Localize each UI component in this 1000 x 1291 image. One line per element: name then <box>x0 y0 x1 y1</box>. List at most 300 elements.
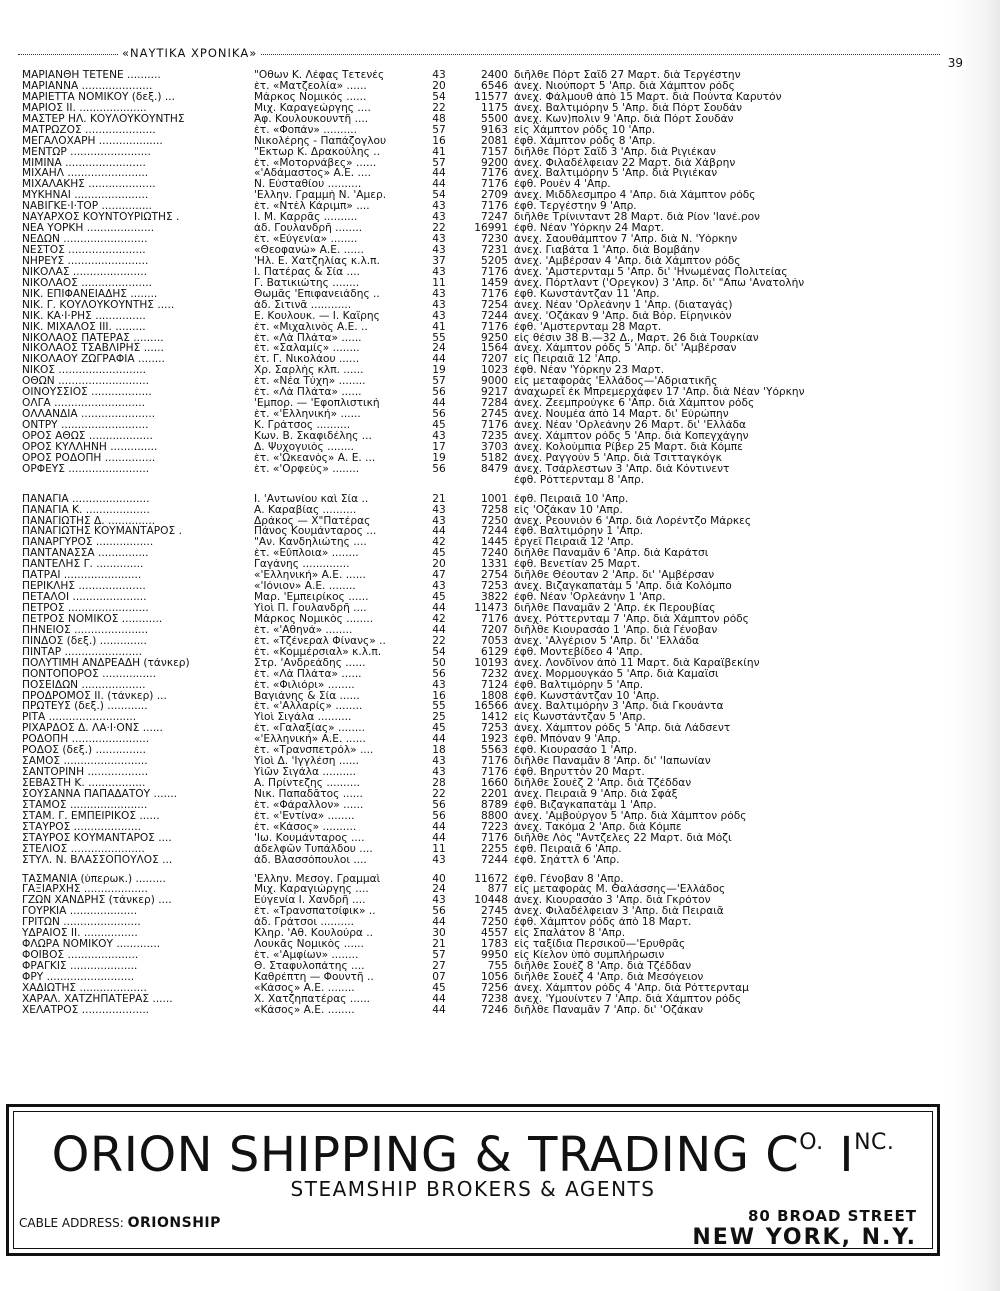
ship-tonnage: 9217 <box>481 387 508 399</box>
ship-flag-code: 25 <box>432 712 446 724</box>
ship-name: ΟΡΟΣ ΡΟΔΟΠΗ ............... <box>22 452 156 464</box>
ship-movement: εἰς Χάμπτον ρόδς 10 'Απρ. <box>514 124 656 136</box>
table-row <box>22 712 942 723</box>
ship-movement: διῆλθε Θέουταν 2 'Απρ. δι' 'Αμβέρσαν <box>514 570 715 582</box>
ship-agent: 'Ελλην. Μεσογ. Γραμμαὶ <box>254 873 381 885</box>
ship-name: ΟΙΝΟΥΣΣΙΟΣ .................. <box>22 387 152 399</box>
ship-name: ΡΟΔΟΣ (δεξ.) ............... <box>22 745 147 757</box>
ship-name: ΣΟΥΣΑΝΝΑ ΠΑΠΑΔΑΤΟΥ ....... <box>22 788 178 800</box>
ship-movement: ἀνεχ. Πειραιᾶ 9 'Απρ. διὰ Σφάξ <box>514 788 678 800</box>
ship-movement: ἀνεχ. Ζεεμπρούγκε 6 'Απρ. διὰ Χάμπτον ρόδς <box>514 398 755 410</box>
table-row <box>22 559 942 570</box>
ship-agent: Γαγάνης .............. <box>254 559 350 571</box>
ship-flag-code: 22 <box>432 788 446 800</box>
ship-name: ΠΑΝΑΓΙΩΤΗΣ Δ. .............. <box>22 515 156 527</box>
ship-agent: «'Ελληνική» Α.Ε. ...... <box>254 570 366 582</box>
ship-agent: Ν. Εὐσταθίου .......... <box>254 179 362 191</box>
ship-agent: Κων. Β. Σκαφιδέλης ... <box>254 430 372 442</box>
ship-tonnage: 7124 <box>481 679 508 691</box>
table-row <box>22 354 942 365</box>
table-row <box>22 972 942 983</box>
ship-agent: ἀδ. Βλασσόπουλοι .... <box>254 854 367 866</box>
ship-movement: ἐφθ. Πειραιᾶ 10 'Απρ. <box>514 493 629 505</box>
ship-movement: διῆλθε Παναμᾶν 8 'Απρ. δι' 'Ιαπωνίαν <box>514 756 711 768</box>
table-row <box>22 136 942 147</box>
table-row <box>22 570 942 581</box>
ship-tonnage: 7207 <box>481 354 508 366</box>
ship-name: ΣΑΝΤΟΡΙΝΗ .................. <box>22 767 149 779</box>
ship-name: ΣΤΑΜΟΣ ....................... <box>22 799 148 811</box>
ship-name: ΧΑΡΑΛ. ΧΑΤΖΗΠΑΤΕΡΑΣ ...... <box>22 993 173 1005</box>
ship-name: ΣΤΕΛΙΟΣ ...................... <box>22 843 145 855</box>
ship-agent: Θ. Σταφυλοπάτης .... <box>254 961 365 972</box>
ad-street: 80 BROAD STREET <box>747 1207 917 1225</box>
ship-agent: Υἱοὶ Π. Γουλανδρῆ .... <box>254 603 367 614</box>
ship-agent: ἑτ. «'Αλλαρίς» ........ <box>254 701 363 713</box>
ship-movement: ἐφθ. Μοντεβίδεο 4 'Απρ. <box>514 646 643 658</box>
ship-agent: ἑτ. «Νέα Τύχη» ........ <box>254 376 366 388</box>
ship-group <box>22 70 942 486</box>
table-row <box>22 884 942 895</box>
ship-flag-code: 24 <box>432 343 446 355</box>
ship-movement: ἀνεχ. Ρόττερνταμ 7 'Απρ. διὰ Χάμπτον ρόδς <box>514 613 749 625</box>
table-row <box>22 833 942 844</box>
ship-tonnage: 7176 <box>481 201 508 213</box>
ship-agent: Πάνος Κουμάνταρος ... <box>254 526 377 538</box>
ship-name: ΥΔΡΑΙΟΣ ΙΙ. ................ <box>22 928 138 940</box>
ship-movement: ἀνεχ. 'Αμστερνταμ 5 'Απρ. δι' 'Ηνωμένας Πολιτείας <box>514 266 788 278</box>
ship-tonnage: 7223 <box>481 821 508 833</box>
ship-flag-code: 44 <box>432 1004 446 1016</box>
ship-flag-code: 43 <box>432 212 446 224</box>
ship-tonnage: 3703 <box>481 441 508 453</box>
ship-agent: Νικολέρης - Παπάζογλου <box>254 135 387 147</box>
ship-name: ΦΛΩΡΑ ΝΟΜΙΚΟΥ ............. <box>22 939 161 951</box>
ship-tonnage: 1412 <box>481 712 508 724</box>
ship-flag-code: 56 <box>432 799 446 811</box>
ship-movement: εἰς Πειραιᾶ 12 'Απρ. <box>514 354 622 366</box>
table-row <box>22 114 942 125</box>
table-row <box>22 300 942 311</box>
ship-flag-code: 16 <box>432 690 446 702</box>
table-row <box>22 343 942 354</box>
ship-agent: ἑτ. «'Ωκεανὸς» Α. Ε. ... <box>254 452 376 464</box>
ship-tonnage: 1001 <box>481 493 508 505</box>
ship-flag-code: 18 <box>432 745 446 757</box>
table-row <box>22 874 942 885</box>
ship-movement: ἔργεῖ Πειραιᾶ 12 'Απρ. <box>514 537 634 549</box>
table-row <box>22 928 942 939</box>
ship-name: ΡΟΔΟΠΗ ....................... <box>22 734 150 746</box>
ship-flag-code: 57 <box>432 157 446 169</box>
ship-agent: Χ. Χατζηπατέρας ...... <box>254 993 371 1005</box>
ship-tonnage: 4557 <box>481 928 508 940</box>
ship-name: ΧΑΔΙΩΤΗΣ .................... <box>22 982 147 994</box>
ship-tonnage: 6129 <box>481 646 508 658</box>
ship-movement: ἀνεχ. 'Υμουίντεν 7 'Απρ. διὰ Χάμπτον ρόδς <box>514 993 742 1005</box>
ship-tonnage: 1923 <box>481 734 508 746</box>
ship-agent: Μιχ. Καραγεώργης .... <box>254 102 371 114</box>
ship-flag-code: 20 <box>432 80 446 92</box>
table-row <box>22 505 942 516</box>
ship-agent: 'Ελλην. Γραμμὴ Ν. 'Αμερ. <box>254 190 387 202</box>
table-row <box>22 190 942 201</box>
table-row <box>22 537 942 548</box>
table-row <box>22 734 942 745</box>
ship-flag-code: 41 <box>432 321 446 333</box>
ship-movement: ἀνεχ. Βιζαγκαπατὰμ 5 'Απρ. διὰ Κολόμπο <box>514 581 732 593</box>
table-row <box>22 745 942 756</box>
ship-movement: ἐφθ. Γένοβαν 8 'Απρ. <box>514 873 624 885</box>
table-row <box>22 147 942 158</box>
ship-tonnage: 7244 <box>481 310 508 322</box>
ship-tonnage: 9250 <box>481 332 508 344</box>
ship-agent: ἑτ. «'Αμφίων» ........ <box>254 950 359 962</box>
ship-flag-code: 43 <box>432 288 446 300</box>
ship-agent: «Κάσος» Α.Ε. ........ <box>254 1004 355 1016</box>
ship-agent: ἑτ. «Μιχαλινὸς Α.Ε. .. <box>254 321 368 333</box>
table-row <box>22 92 942 103</box>
ship-name: ΣΤΑΥΡΟΣ .................... <box>22 821 142 833</box>
ship-agent: Ι. Πατέρας & Σία .... <box>254 266 360 278</box>
ship-flag-code: 56 <box>432 463 446 475</box>
ship-movement: ἀνεχ. Βαλτιμόρην 5 'Απρ. διὰ Πόρτ Σουδάν <box>514 102 743 114</box>
ship-flag-code: 43 <box>432 430 446 442</box>
table-row <box>22 647 942 658</box>
ship-movement: ἀνεχ. Σαουθάμπτον 7 'Απρ. διὰ Ν. 'Υόρκην <box>514 234 738 246</box>
ship-movement: διῆλθε Πόρτ Σαΐδ 3 'Απρ. διὰ Ριγιέκαν <box>514 146 716 158</box>
table-row <box>22 1005 942 1016</box>
ship-movement: διῆλθε Παναμᾶν 7 'Απρ. δι' 'Οζάκαν <box>514 1004 704 1016</box>
ship-flag-code: 44 <box>432 993 446 1005</box>
ship-agent: ἑτ. «Κομμέρσιαλ» κ.λ.π. <box>254 646 382 658</box>
ship-flag-code: 43 <box>432 234 446 246</box>
ship-tonnage: 7176 <box>481 288 508 300</box>
ship-movement: διῆλθε Σουὲζ 4 'Απρ. διὰ Μεσόγειον <box>514 971 704 983</box>
ship-agent: Εὐγενία Ι. Χανδρῆ .... <box>254 895 366 907</box>
ship-agent: «'Ελληνική» Α.Ε. ...... <box>254 734 366 746</box>
ship-flag-code: 56 <box>432 409 446 421</box>
ship-agent: Χρ. Σαρλὴς κλπ. ...... <box>254 365 364 377</box>
ship-group <box>22 874 942 1016</box>
ship-movement: διῆλθε Τρίνινταντ 28 Μαρτ. διὰ Ρίον 'Ιανέ.ρον <box>514 212 760 224</box>
table-row <box>22 125 942 136</box>
ship-flag-code: 44 <box>432 917 446 929</box>
ship-agent: Γ. Βατικιώτης ........ <box>254 277 360 289</box>
table-row <box>22 994 942 1005</box>
table-row <box>22 267 942 278</box>
table-row <box>22 365 942 376</box>
ship-movement: ἐφθ. Νέαν 'Ορλεάνην 1 'Απρ. <box>514 592 666 604</box>
table-row <box>22 420 942 431</box>
ship-name: ΝΕΑ ΥΟΡΚΗ .................... <box>22 223 155 235</box>
ship-flag-code: 43 <box>432 581 446 593</box>
ship-name: ΟΡΟΣ ΑΘΩΣ ................... <box>22 430 153 442</box>
page-number: 39 <box>945 56 966 70</box>
ship-agent: Α. Πρίντεζης .......... <box>254 778 361 789</box>
ship-tonnage: 1056 <box>481 971 508 983</box>
ship-name: ΝΕΔΩΝ ......................... <box>22 234 148 246</box>
table-row <box>22 256 942 267</box>
ship-name: ΣΤΥΛ. Ν. ΒΛΑΣΣΟΠΟΥΛΟΣ ... <box>22 854 173 866</box>
ship-movement: ἀνεχ. Μιδδλεσμπρο 4 'Απρ. διὰ Χάμπτον ρόδς <box>514 190 756 202</box>
table-row <box>22 855 942 866</box>
ship-movement: εἰς Σπαλάτον 8 'Απρ. <box>514 928 626 940</box>
table-row <box>22 322 942 333</box>
ship-agent: Κληρ. 'Αθ. Κουλούρα .. <box>254 928 374 940</box>
ship-name: ΝΙΚ. ΕΠΙΦΑΝΕΙΑΔΗΣ ........ <box>22 288 158 300</box>
ship-flag-code: 43 <box>432 310 446 322</box>
ship-name: ΜΙΧΑΛΑΚΗΣ .................... <box>22 179 156 191</box>
ship-flag-code: 45 <box>432 592 446 604</box>
ship-name: ΣΑΜΟΣ ......................... <box>22 756 148 768</box>
ship-flag-code: 44 <box>432 821 446 833</box>
ship-movement: ἀνεχ. 'Αλγέριον 5 'Απρ. δι' 'Ελλάδα <box>514 635 700 647</box>
ship-agent: ἑτ. «Τρανσπετρόλ» .... <box>254 745 374 757</box>
ship-movement: ἐφθ. Τεργέστην 9 'Απρ. <box>514 201 637 213</box>
ad-cable-address <box>19 1215 221 1231</box>
table-row <box>22 614 942 625</box>
ship-flag-code: 16 <box>432 135 446 147</box>
ship-name: ΠΙΝΔΟΣ (δεξ.) .............. <box>22 635 147 647</box>
ship-agent: ἑτ. «'Αθηνά» ........ <box>254 624 353 636</box>
ship-tonnage: 877 <box>487 884 508 896</box>
table-row <box>22 767 942 778</box>
ship-flag-code: 27 <box>432 961 446 972</box>
ship-movement: ἀνεχ. 'Αμβέρσαν 4 'Απρ. διὰ Χάμπτον ρόδς <box>514 255 741 267</box>
ship-flag-code: 43 <box>432 266 446 278</box>
ship-tonnage: 5563 <box>481 745 508 757</box>
ship-name: ΠΡΩΤΕΥΣ (δεξ.) ............ <box>22 701 148 713</box>
ship-tonnage: 8479 <box>481 463 508 475</box>
table-row <box>22 906 942 917</box>
ship-movement: ἐφθ. Χάμπτον ρόδς ἀπὸ 18 Μαρτ. <box>514 917 692 929</box>
ship-agent: Μάρκος Νομικὸς ........ <box>254 613 374 625</box>
table-row <box>22 625 942 636</box>
ship-flag-code: 57 <box>432 376 446 388</box>
ship-tonnage: 5205 <box>481 255 508 267</box>
ship-tonnage: 7253 <box>481 723 508 735</box>
table-row <box>22 398 942 409</box>
ship-movement: ἐφθ. Βηρυττὸν 20 Μαρτ. <box>514 767 645 779</box>
ship-name: ΟΛΓΑ ........................... <box>22 398 146 410</box>
ship-flag-code: 44 <box>432 624 446 636</box>
ship-agent: Νικ. Παπαδᾶτος ...... <box>254 788 363 800</box>
ship-name: ΜΑΡΙΑΝΝΑ ..................... <box>22 80 153 92</box>
table-row <box>22 592 942 603</box>
ship-name: ΧΕΛΑΤΡΟΣ .................... <box>22 1004 150 1016</box>
ship-name: ΠΑΝΑΓΙΑ Κ. ................... <box>22 504 150 516</box>
table-row <box>22 917 942 928</box>
ship-tonnage: 7235 <box>481 430 508 442</box>
ship-flag-code: 48 <box>432 113 446 125</box>
ship-movement: ἀνεχ. Νέαν 'Ορλεάνην 26 Μαρτ. δι' 'Ελλάδα <box>514 420 747 431</box>
ship-movement: ἐφθ. Ρόττερνταμ 8 'Απρ. <box>514 474 645 486</box>
ship-flag-code: 21 <box>432 939 446 951</box>
ship-name: ΠΟΝΤΟΠΟΡΟΣ ................ <box>22 668 157 680</box>
ship-movement: εἰς 'Οζάκαν 10 'Απρ. <box>514 504 623 516</box>
ship-name: ΜΕΝΤΩΡ ........................ <box>22 146 151 158</box>
ship-flag-code: 45 <box>432 548 446 560</box>
table-row <box>22 658 942 669</box>
ship-tonnage: 1660 <box>481 778 508 789</box>
table-row <box>22 494 942 505</box>
ship-flag-code: 41 <box>432 146 446 158</box>
ad-city: NEW YORK, N.Y. <box>692 1225 917 1250</box>
ship-flag-code: 43 <box>432 515 446 527</box>
ad-tagline: STEAMSHIP BROKERS & AGENTS <box>290 1177 656 1201</box>
ship-tonnage: 5182 <box>481 452 508 464</box>
ship-agent: ἑτ. «Λὰ Πλάτα» ...... <box>254 332 362 344</box>
ship-flag-code: 19 <box>432 365 446 377</box>
ship-flag-code: 22 <box>432 102 446 114</box>
ship-agent: ἑτ. «Λὰ Πλάτα» ...... <box>254 387 362 399</box>
ship-tonnage: 7231 <box>481 245 508 256</box>
table-row <box>22 464 942 475</box>
table-row <box>22 168 942 179</box>
table-row <box>22 387 942 398</box>
ship-agent: ἑτ. «Γαλαξίας» ........ <box>254 723 365 735</box>
ship-agent: Υἱῶν Σιγάλα .......... <box>254 767 357 779</box>
ship-movement: ἀνεχ. Φάλμουθ ἀπὸ 15 Μαρτ. διὰ Πούντα Καρυτόν <box>514 91 782 103</box>
ship-movement: ἀνεχ. Μορμουγκάο 5 'Απρ. διὰ Καμαΐσι <box>514 668 719 680</box>
ship-tonnage: 7176 <box>481 168 508 180</box>
ship-name: ΝΗΡΕΥΣ ........................ <box>22 255 149 267</box>
ship-flag-code: 43 <box>432 201 446 213</box>
table-row <box>22 409 942 420</box>
ship-agent: ἑτ. «Εὔπλοια» ........ <box>254 548 359 560</box>
ship-flag-code: 54 <box>432 91 446 103</box>
ship-flag-code: 11 <box>432 843 446 855</box>
ship-agent: Ι. Μ. Καρρᾶς .......... <box>254 212 358 224</box>
ship-tonnage: 7250 <box>481 515 508 527</box>
ship-tonnage: 2745 <box>481 906 508 918</box>
ship-flag-code: 57 <box>432 124 446 136</box>
ship-movement: ἐφθ. Μπόναν 9 'Απρ. <box>514 734 621 746</box>
ship-name: ΜΕΓΑΛΟΧΑΡΗ ................... <box>22 135 163 147</box>
ship-name: ΝΙΚΟΛΑΟΣ ΠΑΤΕΡΑΣ ......... <box>22 332 164 344</box>
table-row <box>22 961 942 972</box>
ship-agent: ἑτ. «Φιλιόρι» ........ <box>254 679 355 691</box>
ship-name: ΓΟΥΡΚΙΑ .................... <box>22 906 138 918</box>
ship-agent: Δ. Ψυχογυιὸς ........ <box>254 441 355 453</box>
ship-name: ΓΖΩΝ ΧΑΝΔΡΗΣ (τάνκερ) .... <box>22 895 172 907</box>
ship-tonnage: 9950 <box>481 950 508 962</box>
ship-name: ΟΘΩΝ ........................... <box>22 376 149 388</box>
ship-agent: Ἀφ. Κουλουκουντῆ .... <box>254 113 369 125</box>
ship-movement: ἀνεχ. Κολούμπια Ρίβερ 25 Μαρτ. διὰ Κόμπε <box>514 441 743 453</box>
ship-tonnage: 7232 <box>481 668 508 680</box>
table-row <box>22 723 942 734</box>
ship-name: ΣΤΑΥΡΟΣ ΚΟΥΜΑΝΤΑΡΟΣ .... <box>22 832 172 844</box>
ship-tonnage: 8800 <box>481 810 508 822</box>
ship-name: ΝΙΚΟΛΑΟΣ ΤΣΑΒΛΙΡΗΣ ...... <box>22 343 164 355</box>
ship-agent: ἀδελφῶν Τυπάλδου .... <box>254 843 373 855</box>
ship-name: ΠΟΛΥΤΙΜΗ ΑΝΔΡΕΑΔΗ (τάνκερ) <box>22 657 190 669</box>
table-row <box>22 636 942 647</box>
ship-flag-code: 45 <box>432 982 446 994</box>
ship-flag-code: 50 <box>432 657 446 669</box>
journal-title: «ΝΑΥΤΙΚΑ ΧΡΟΝΙΚΑ» <box>118 46 261 60</box>
table-row <box>22 844 942 855</box>
ship-name: ΜΑΡΙΟΣ ΙΙ. .................... <box>22 102 147 114</box>
table-row <box>22 789 942 800</box>
ship-flag-code: 43 <box>432 299 446 311</box>
ship-movement: ἐφθ. Βαλτιμόρην 1 'Απρ. <box>514 526 644 538</box>
ship-name: ΝΙΚΟΛΑΣ ...................... <box>22 266 147 278</box>
ship-name: ΠΑΝΤΑΝΑΣΣΑ ............... <box>22 548 149 560</box>
ship-flag-code: 43 <box>432 504 446 516</box>
ship-movement: ἀνεχ. Βαλτιμόρην 3 'Απρ. διὰ Γκουάντα <box>514 701 724 713</box>
table-row <box>22 311 942 322</box>
ship-flag-code: 55 <box>432 332 446 344</box>
table-row <box>22 223 942 234</box>
ship-name: ΜΑΡΙΑΝΘΗ ΤΕΤΕΝΕ .......... <box>22 70 161 81</box>
ship-tonnage: 11672 <box>474 873 508 885</box>
ship-tonnage: 755 <box>487 961 508 972</box>
ship-tonnage: 7253 <box>481 581 508 593</box>
ship-tonnage: 7284 <box>481 398 508 410</box>
ship-flag-code: 43 <box>432 895 446 907</box>
ship-tonnage: 7176 <box>481 266 508 278</box>
ad-company-suffix: I <box>839 1127 855 1183</box>
ship-flag-code: 57 <box>432 950 446 962</box>
ship-agent: Δράκος — Χ"Πατέρας <box>254 515 371 527</box>
ship-agent: "Οθων Κ. Λέφας Τετενές <box>254 70 385 81</box>
ship-name: ΦΟΙΒΟΣ ..................... <box>22 950 139 962</box>
ship-name: ΠΕΡΙΚΛΗΣ .................... <box>22 581 146 593</box>
ship-agent: ἑτ. «Τζένεραλ Φίνανς» .. <box>254 635 386 647</box>
ship-movement: ἀνεχ. Νέαν 'Ορλεάνην 1 'Απρ. (διαταγάς) <box>514 299 733 311</box>
ship-tonnage: 3822 <box>481 592 508 604</box>
ship-agent: Λουκᾶς Νομικὸς ...... <box>254 939 364 951</box>
ship-agent: «Θεοφανώ» Α.Ε. ...... <box>254 245 364 256</box>
ship-agent: Μιχ. Καραγιώργης .... <box>254 884 369 896</box>
ship-tonnage: 7176 <box>481 832 508 844</box>
ship-movement: ἀνεχ. 'Οζάκαν 9 'Απρ. διὰ Βόρ. Εἰρηνικὸν <box>514 310 732 322</box>
ship-movement: ἀνεχ. Νιούπορτ 5 'Απρ. διὰ Χάμπτον ρόδς <box>514 80 735 92</box>
page-edge-shadow <box>948 0 1000 1291</box>
ship-movement: ἀνεχ. Χάμπτον ρόδς 5 'Απρ. διὰ Λάδσεντ <box>514 723 731 735</box>
ship-tonnage: 16566 <box>474 701 508 713</box>
ship-movement: ἀνεχ. Φιλαδέλφειαν 22 Μαρτ. διὰ Χάβρην <box>514 157 736 169</box>
table-row <box>22 234 942 245</box>
ship-tonnage: 1564 <box>481 343 508 355</box>
ship-movement: διῆλθε Σουὲζ 2 'Απρ. διὰ Τζέδδαν <box>514 778 692 789</box>
ship-name: ΓΡΙΤΩΝ ....................... <box>22 917 141 929</box>
ship-name: ΦΡΥ .......................... <box>22 971 135 983</box>
ship-name: ΓΑΞΙΑΡΧΗΣ ................... <box>22 884 148 896</box>
ship-flag-code: 44 <box>432 168 446 180</box>
ship-name: ΠΑΝΤΕΛΗΣ Γ. .............. <box>22 559 144 571</box>
table-row <box>22 289 942 300</box>
ship-movement: εἰς θέσιν 38 Β.—32 Δ., Μαρτ. 26 διὰ Τουρκίαν <box>514 332 759 344</box>
ship-name: ΝΙΚ. Γ. ΚΟΥΛΟΥΚΟΥΝΤΗΣ ..... <box>22 299 175 311</box>
ship-flag-code: 44 <box>432 832 446 844</box>
ship-tonnage: 7250 <box>481 917 508 929</box>
ship-tonnage: 1445 <box>481 537 508 549</box>
ship-tonnage: 2255 <box>481 843 508 855</box>
ship-tonnage: 7176 <box>481 179 508 191</box>
ship-agent: Κ. Γράτσος .......... <box>254 420 351 431</box>
ship-group <box>22 494 942 866</box>
table-row <box>22 950 942 961</box>
ship-tonnage: 2754 <box>481 570 508 582</box>
ship-movement: εἰς Κωνστάντζαν 5 'Απρ. <box>514 712 646 724</box>
ship-tonnage: 7244 <box>481 854 508 866</box>
ship-flag-code: 22 <box>432 635 446 647</box>
ship-name: ΠΗΝΕΙΟΣ ...................... <box>22 624 149 636</box>
